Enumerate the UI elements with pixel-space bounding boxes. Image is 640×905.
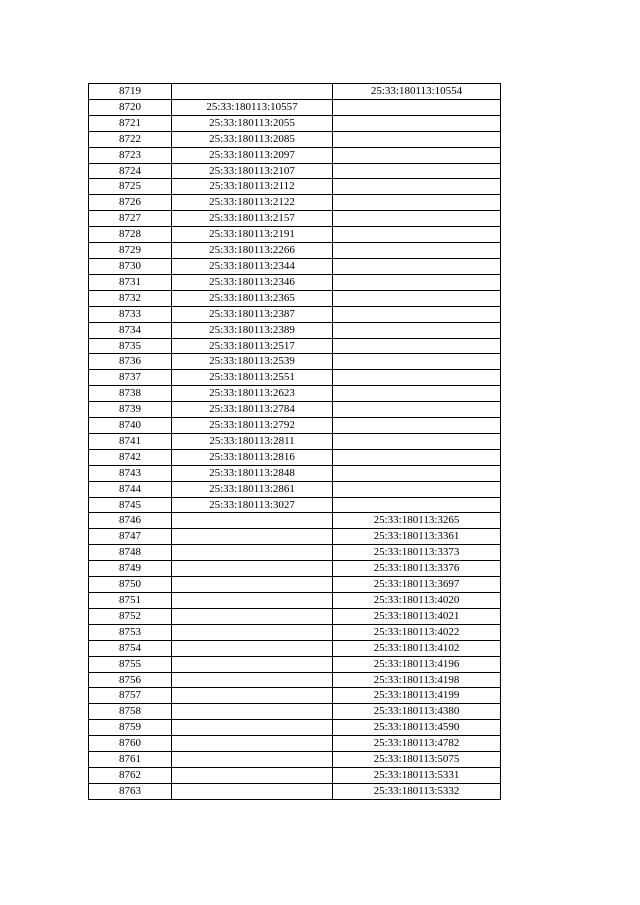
row-number-cell: 8752 xyxy=(89,608,172,624)
table-row xyxy=(89,290,501,306)
row-number-cell: 8759 xyxy=(89,720,172,736)
cadastral-number-cell-left: 25:33:180113:2389 xyxy=(172,322,333,338)
row-number-cell: 8726 xyxy=(89,195,172,211)
cadastral-number-cell-left: 25:33:180113:2266 xyxy=(172,243,333,259)
cadastral-number-cell-left: 25:33:180113:2861 xyxy=(172,481,333,497)
row-number-cell: 8720 xyxy=(89,99,172,115)
cadastral-number-cell-right: 25:33:180113:3361 xyxy=(333,529,501,545)
row-number-cell: 8755 xyxy=(89,656,172,672)
row-number-cell: 8721 xyxy=(89,115,172,131)
cadastral-number-cell-right xyxy=(333,370,501,386)
cadastral-number-cell-right xyxy=(333,418,501,434)
row-number-cell: 8728 xyxy=(89,227,172,243)
cadastral-number-cell-right xyxy=(333,465,501,481)
table-row xyxy=(89,338,501,354)
table-row xyxy=(89,274,501,290)
row-number-cell: 8753 xyxy=(89,624,172,640)
table-row xyxy=(89,402,501,418)
cadastral-number-cell-right: 25:33:180113:3373 xyxy=(333,545,501,561)
table-row xyxy=(89,354,501,370)
row-number-cell: 8727 xyxy=(89,211,172,227)
table-row xyxy=(89,115,501,131)
cadastral-number-cell-right xyxy=(333,243,501,259)
cadastral-number-cell-left: 25:33:180113:2097 xyxy=(172,147,333,163)
table-row xyxy=(89,640,501,656)
cadastral-number-cell-right xyxy=(333,274,501,290)
table-row xyxy=(89,783,501,799)
cadastral-number-cell-right xyxy=(333,131,501,147)
cadastral-number-table xyxy=(88,83,501,800)
cadastral-number-cell-right: 25:33:180113:3697 xyxy=(333,577,501,593)
cadastral-number-cell-left: 25:33:180113:10557 xyxy=(172,99,333,115)
row-number-cell: 8729 xyxy=(89,243,172,259)
table-row xyxy=(89,227,501,243)
cadastral-number-cell-right xyxy=(333,163,501,179)
table-row xyxy=(89,767,501,783)
table-row xyxy=(89,195,501,211)
table-row xyxy=(89,99,501,115)
row-number-cell: 8722 xyxy=(89,131,172,147)
cadastral-number-cell-left xyxy=(172,545,333,561)
cadastral-number-cell-left xyxy=(172,656,333,672)
row-number-cell: 8746 xyxy=(89,513,172,529)
cadastral-number-cell-left xyxy=(172,640,333,656)
row-number-cell: 8747 xyxy=(89,529,172,545)
row-number-cell: 8734 xyxy=(89,322,172,338)
cadastral-number-cell-left: 25:33:180113:2848 xyxy=(172,465,333,481)
table-row xyxy=(89,147,501,163)
cadastral-number-cell-left: 25:33:180113:2816 xyxy=(172,449,333,465)
table-row xyxy=(89,624,501,640)
cadastral-number-cell-left xyxy=(172,752,333,768)
cadastral-number-cell-right xyxy=(333,386,501,402)
cadastral-number-cell-left: 25:33:180113:2344 xyxy=(172,258,333,274)
row-number-cell: 8730 xyxy=(89,258,172,274)
cadastral-number-cell-left: 25:33:180113:2539 xyxy=(172,354,333,370)
table-row xyxy=(89,545,501,561)
cadastral-number-cell-right xyxy=(333,211,501,227)
row-number-cell: 8745 xyxy=(89,497,172,513)
table-row xyxy=(89,529,501,545)
table-row xyxy=(89,752,501,768)
row-number-cell: 8740 xyxy=(89,418,172,434)
cadastral-number-cell-left: 25:33:180113:2387 xyxy=(172,306,333,322)
row-number-cell: 8741 xyxy=(89,433,172,449)
cadastral-number-cell-right xyxy=(333,481,501,497)
cadastral-number-cell-right: 25:33:180113:4021 xyxy=(333,608,501,624)
cadastral-number-cell-left xyxy=(172,704,333,720)
cadastral-number-cell-right xyxy=(333,115,501,131)
cadastral-number-cell-right: 25:33:180113:5075 xyxy=(333,752,501,768)
row-number-cell: 8742 xyxy=(89,449,172,465)
table-row xyxy=(89,465,501,481)
table-row xyxy=(89,577,501,593)
table-row xyxy=(89,688,501,704)
cadastral-number-cell-left: 25:33:180113:2157 xyxy=(172,211,333,227)
cadastral-number-cell-right xyxy=(333,433,501,449)
cadastral-number-cell-left: 25:33:180113:2517 xyxy=(172,338,333,354)
table-row xyxy=(89,211,501,227)
row-number-cell: 8732 xyxy=(89,290,172,306)
cadastral-number-cell-right xyxy=(333,497,501,513)
cadastral-number-cell-right xyxy=(333,258,501,274)
cadastral-number-cell-left: 25:33:180113:2811 xyxy=(172,433,333,449)
cadastral-number-cell-left xyxy=(172,624,333,640)
cadastral-number-cell-right xyxy=(333,322,501,338)
row-number-cell: 8751 xyxy=(89,593,172,609)
cadastral-number-cell-left xyxy=(172,608,333,624)
cadastral-number-cell-right xyxy=(333,402,501,418)
cadastral-number-cell-left: 25:33:180113:2623 xyxy=(172,386,333,402)
row-number-cell: 8723 xyxy=(89,147,172,163)
table-row xyxy=(89,306,501,322)
cadastral-number-cell-left xyxy=(172,529,333,545)
cadastral-number-cell-right xyxy=(333,99,501,115)
cadastral-number-cell-left xyxy=(172,672,333,688)
row-number-cell: 8737 xyxy=(89,370,172,386)
cadastral-number-cell-left: 25:33:180113:3027 xyxy=(172,497,333,513)
cadastral-number-cell-left xyxy=(172,783,333,799)
cadastral-number-cell-right xyxy=(333,290,501,306)
cadastral-number-cell-left: 25:33:180113:2107 xyxy=(172,163,333,179)
row-number-cell: 8735 xyxy=(89,338,172,354)
table-row xyxy=(89,593,501,609)
row-number-cell: 8725 xyxy=(89,179,172,195)
table-row xyxy=(89,131,501,147)
cadastral-number-cell-left: 25:33:180113:2792 xyxy=(172,418,333,434)
row-number-cell: 8762 xyxy=(89,767,172,783)
cadastral-number-cell-right: 25:33:180113:5332 xyxy=(333,783,501,799)
cadastral-number-cell-right: 25:33:180113:4198 xyxy=(333,672,501,688)
cadastral-number-cell-right: 25:33:180113:3265 xyxy=(333,513,501,529)
row-number-cell: 8733 xyxy=(89,306,172,322)
cadastral-number-cell-left xyxy=(172,736,333,752)
cadastral-number-cell-left: 25:33:180113:2784 xyxy=(172,402,333,418)
table-row xyxy=(89,322,501,338)
table-row xyxy=(89,418,501,434)
row-number-cell: 8719 xyxy=(89,84,172,100)
table-row xyxy=(89,179,501,195)
row-number-cell: 8744 xyxy=(89,481,172,497)
table-row xyxy=(89,513,501,529)
row-number-cell: 8756 xyxy=(89,672,172,688)
cadastral-number-cell-left: 25:33:180113:2112 xyxy=(172,179,333,195)
cadastral-number-cell-left: 25:33:180113:2122 xyxy=(172,195,333,211)
table-row xyxy=(89,672,501,688)
row-number-cell: 8724 xyxy=(89,163,172,179)
cadastral-number-cell-right xyxy=(333,195,501,211)
cadastral-number-cell-right: 25:33:180113:10554 xyxy=(333,84,501,100)
row-number-cell: 8763 xyxy=(89,783,172,799)
cadastral-number-cell-left xyxy=(172,577,333,593)
cadastral-number-cell-right: 25:33:180113:5331 xyxy=(333,767,501,783)
row-number-cell: 8750 xyxy=(89,577,172,593)
cadastral-number-cell-left: 25:33:180113:2365 xyxy=(172,290,333,306)
cadastral-number-cell-right xyxy=(333,147,501,163)
cadastral-number-cell-left xyxy=(172,561,333,577)
row-number-cell: 8731 xyxy=(89,274,172,290)
cadastral-number-cell-left xyxy=(172,593,333,609)
row-number-cell: 8760 xyxy=(89,736,172,752)
table-row xyxy=(89,497,501,513)
row-number-cell: 8739 xyxy=(89,402,172,418)
table-row xyxy=(89,481,501,497)
row-number-cell: 8736 xyxy=(89,354,172,370)
cadastral-number-cell-right xyxy=(333,227,501,243)
cadastral-number-cell-left: 25:33:180113:2055 xyxy=(172,115,333,131)
cadastral-number-cell-right: 25:33:180113:4199 xyxy=(333,688,501,704)
row-number-cell: 8748 xyxy=(89,545,172,561)
cadastral-number-cell-right: 25:33:180113:4022 xyxy=(333,624,501,640)
cadastral-number-cell-left xyxy=(172,513,333,529)
table-row xyxy=(89,449,501,465)
cadastral-number-cell-right xyxy=(333,354,501,370)
table-row xyxy=(89,243,501,259)
cadastral-number-cell-right xyxy=(333,449,501,465)
cadastral-number-cell-right: 25:33:180113:3376 xyxy=(333,561,501,577)
cadastral-number-cell-right xyxy=(333,338,501,354)
table-row xyxy=(89,433,501,449)
table-row xyxy=(89,704,501,720)
table-row xyxy=(89,84,501,100)
table-row xyxy=(89,163,501,179)
row-number-cell: 8749 xyxy=(89,561,172,577)
cadastral-number-cell-left: 25:33:180113:2191 xyxy=(172,227,333,243)
cadastral-number-cell-left xyxy=(172,688,333,704)
table-row xyxy=(89,736,501,752)
row-number-cell: 8761 xyxy=(89,752,172,768)
cadastral-number-cell-right xyxy=(333,306,501,322)
cadastral-number-cell-left: 25:33:180113:2085 xyxy=(172,131,333,147)
table-row xyxy=(89,720,501,736)
row-number-cell: 8758 xyxy=(89,704,172,720)
row-number-cell: 8754 xyxy=(89,640,172,656)
table-row xyxy=(89,561,501,577)
cadastral-number-cell-left xyxy=(172,767,333,783)
cadastral-number-cell-right: 25:33:180113:4380 xyxy=(333,704,501,720)
table-row xyxy=(89,608,501,624)
cadastral-number-cell-right: 25:33:180113:4196 xyxy=(333,656,501,672)
table-row xyxy=(89,370,501,386)
cadastral-number-cell-right xyxy=(333,179,501,195)
cadastral-number-cell-left: 25:33:180113:2551 xyxy=(172,370,333,386)
table-row xyxy=(89,258,501,274)
row-number-cell: 8743 xyxy=(89,465,172,481)
cadastral-number-cell-left xyxy=(172,84,333,100)
table-body xyxy=(89,84,501,800)
row-number-cell: 8757 xyxy=(89,688,172,704)
cadastral-number-cell-right: 25:33:180113:4782 xyxy=(333,736,501,752)
cadastral-number-cell-left xyxy=(172,720,333,736)
cadastral-number-cell-left: 25:33:180113:2346 xyxy=(172,274,333,290)
cadastral-number-cell-right: 25:33:180113:4590 xyxy=(333,720,501,736)
table-row xyxy=(89,386,501,402)
table-row xyxy=(89,656,501,672)
cadastral-number-cell-right: 25:33:180113:4020 xyxy=(333,593,501,609)
row-number-cell: 8738 xyxy=(89,386,172,402)
cadastral-number-cell-right: 25:33:180113:4102 xyxy=(333,640,501,656)
